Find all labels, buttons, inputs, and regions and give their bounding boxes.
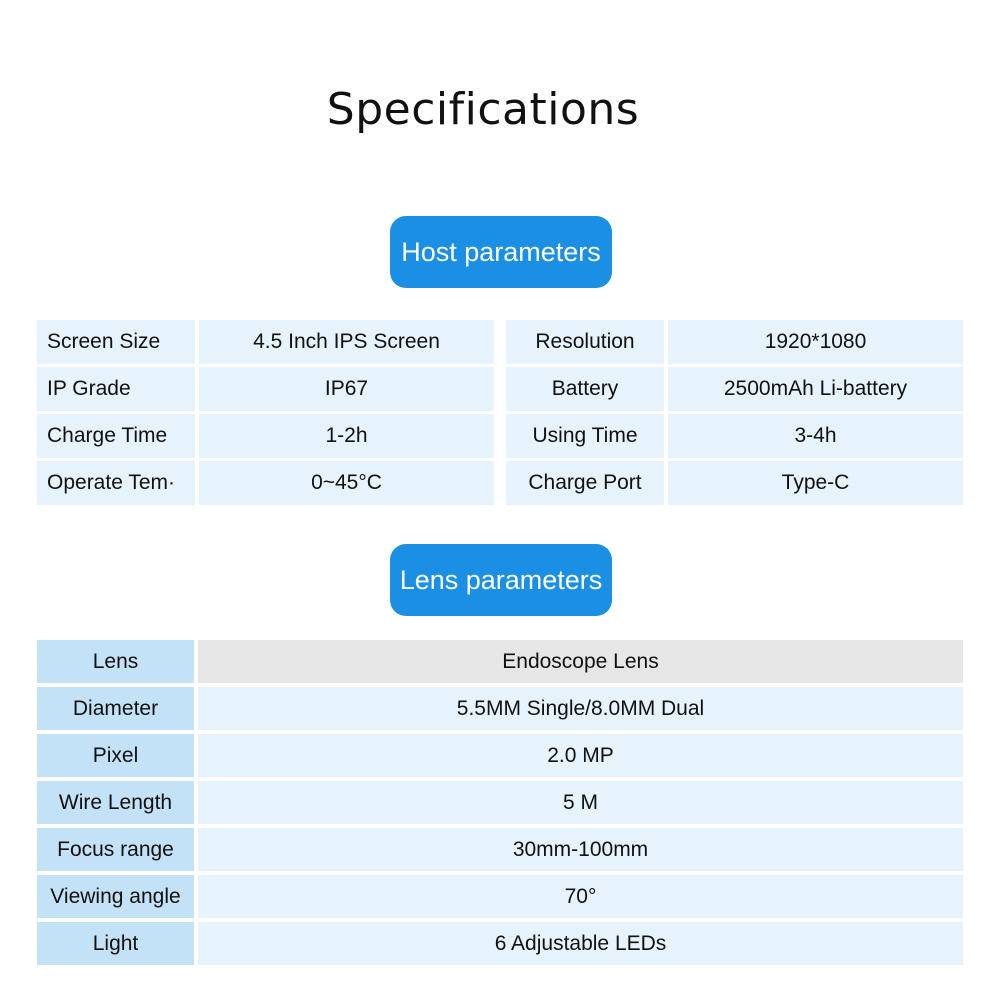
lens-row-label: Focus range xyxy=(37,828,194,871)
lens-row-value: 5.5MM Single/8.0MM Dual xyxy=(198,687,963,730)
host-row-label: Screen Size xyxy=(37,320,195,364)
host-row-label-2: Charge Port xyxy=(506,461,664,505)
lens-row-label: Lens xyxy=(37,640,194,683)
lens-row-label: Diameter xyxy=(37,687,194,730)
lens-row-label: Pixel xyxy=(37,734,194,777)
lens-row-value: 5 M xyxy=(198,781,963,824)
lens-parameters-heading: Lens parameters xyxy=(390,544,612,616)
lens-row-value: Endoscope Lens xyxy=(198,640,963,683)
host-row-value: 4.5 Inch IPS Screen xyxy=(199,320,494,364)
host-row-label: IP Grade xyxy=(37,367,195,411)
lens-row-value: 2.0 MP xyxy=(198,734,963,777)
host-row-label: Operate Tem· xyxy=(37,461,195,505)
host-row-label-2: Resolution xyxy=(506,320,664,364)
host-row-label: Charge Time xyxy=(37,414,195,458)
host-row-value: IP67 xyxy=(199,367,494,411)
host-row-value: 1-2h xyxy=(199,414,494,458)
lens-row-label: Viewing angle xyxy=(37,875,194,918)
lens-row-value: 30mm-100mm xyxy=(198,828,963,871)
lens-row-value: 70° xyxy=(198,875,963,918)
lens-row-value: 6 Adjustable LEDs xyxy=(198,922,963,965)
host-row-label-2: Using Time xyxy=(506,414,664,458)
host-row-value-2: Type-C xyxy=(668,461,963,505)
host-row-label-2: Battery xyxy=(506,367,664,411)
host-parameters-heading: Host parameters xyxy=(390,216,612,288)
page-title: Specifications xyxy=(326,84,640,135)
host-row-value-2: 3-4h xyxy=(668,414,963,458)
host-row-value-2: 2500mAh Li-battery xyxy=(668,367,963,411)
host-row-value-2: 1920*1080 xyxy=(668,320,963,364)
lens-row-label: Light xyxy=(37,922,194,965)
lens-row-label: Wire Length xyxy=(37,781,194,824)
host-row-value: 0~45°C xyxy=(199,461,494,505)
